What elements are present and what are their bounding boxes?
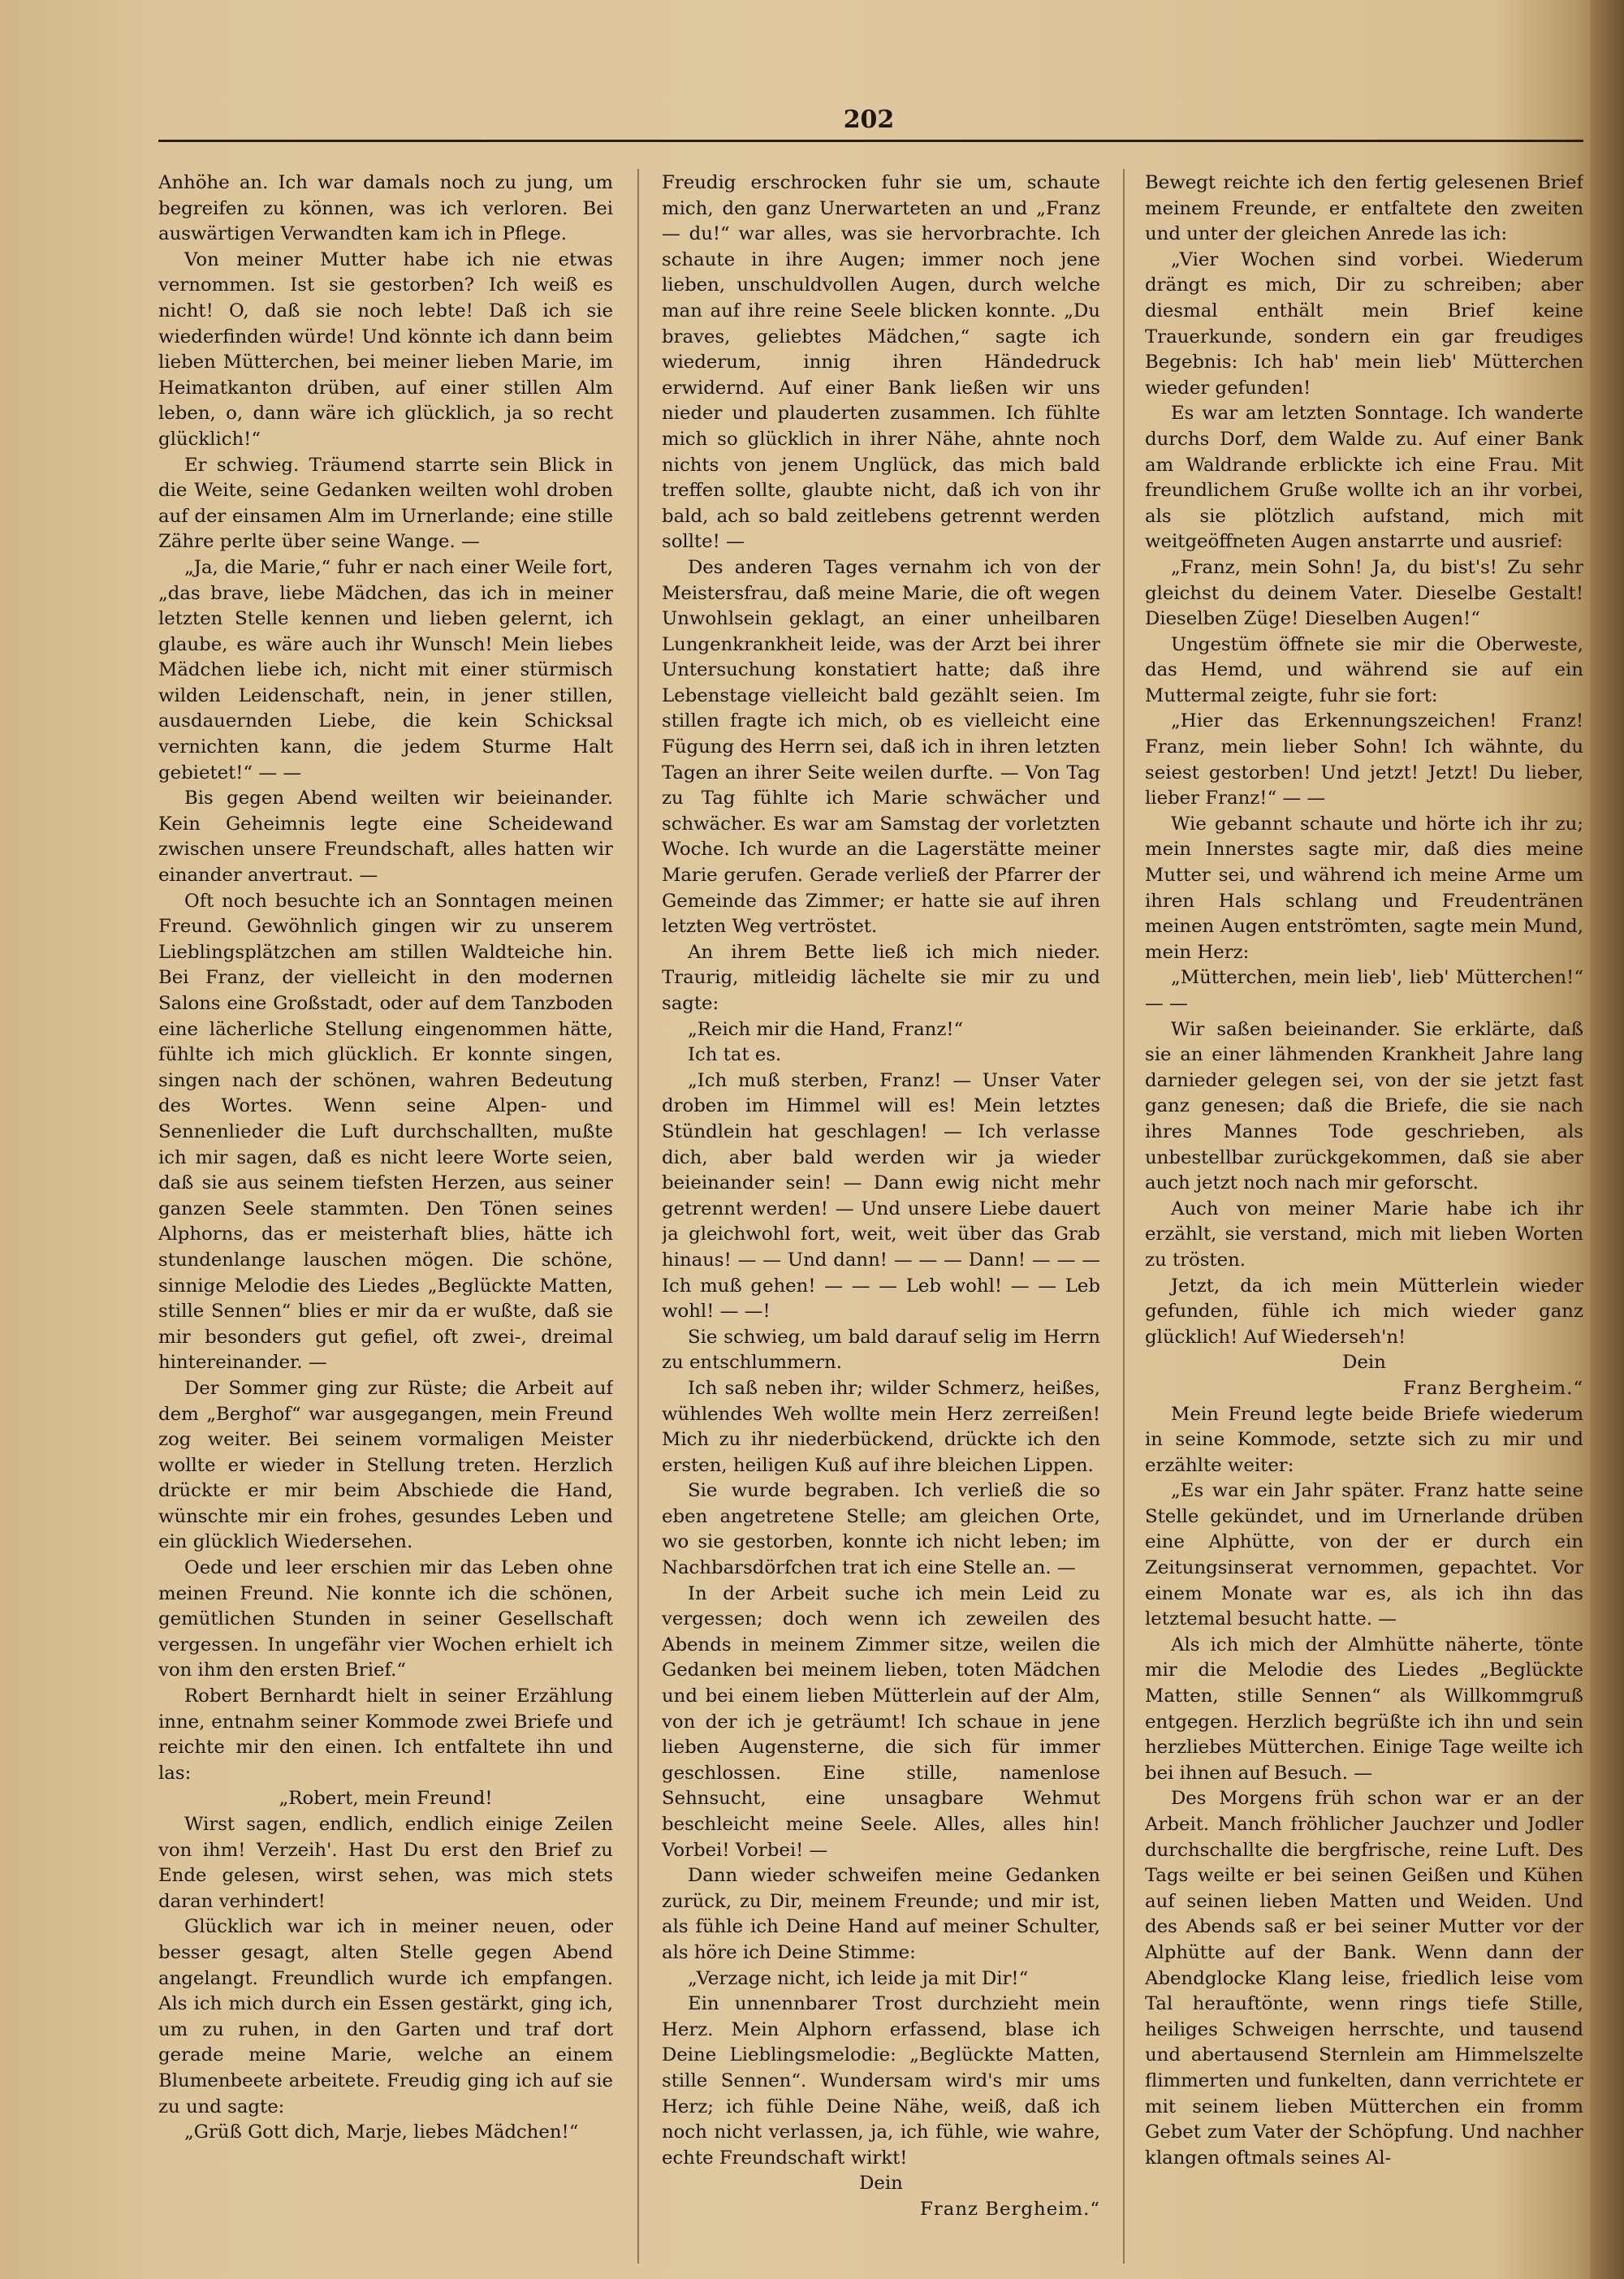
- header-rule: [158, 140, 1583, 142]
- paragraph: Des Morgens früh schon war er an der Arbeit. Manch fröhlicher Jauchzer und Jodler durchschallte die bergfrische, reine Luft. Des Tags weilte er bei seinen Geißen und Kühen auf seinen lieben Matten und Weiden. Und des Abends saß er bei seiner Mutter vor der Alphütte auf der Bank. Wenn dann der Abendglocke Klang leise, friedlich leise vom Tal herauftönte, wenn rings tiefe Stille, heiliges Schweigen herrschte, und tausend und abertausend Sternlein am Himmelszelte flimmerten und funkelten, dann verrichtete er mit seinem lieben Mütterchen ein fromm Gebet zum Vater der Schöpfung. Und nachher klangen oftmals seines Al-: [1145, 1788, 1583, 2169]
- paragraph: Glücklich war ich in meiner neuen, oder besser gesagt, alten Stelle gegen Abend angelangt. Freundlich wurde ich empfangen. Als ich mich durch ein Essen gestärkt, ging ich, um zu ruhen, in den Garten und traf dort gerade meine Marie, welche an einem Blumenbeete arbeitete. Freudig ging ich auf sie zu und sagte:: [158, 1916, 613, 2117]
- paragraph: Ungestüm öffnete sie mir die Oberweste, das Hemd, und während sie auf ein Muttermal zeigte, fuhr sie fort:: [1145, 633, 1583, 706]
- page-edge-shadow: [1590, 0, 1624, 2279]
- text-column-middle: [662, 170, 1100, 2249]
- paragraph: Oede und leer erschien mir das Leben ohne meinen Freund. Nie konnte ich die schönen, gemütlichen Stunden in seiner Gesellschaft vergessen. In ungefähr vier Wochen erhielt ich von ihm den ersten Brief.“: [158, 1557, 613, 1681]
- paragraph: In der Arbeit suche ich mein Leid zu vergessen; doch wenn ich zeweilen des Abends in meinem Zimmer sitze, weilen die Gedanken bei meinem lieben, toten Mädchen und bei einem lieben Mütterlein auf der Alm, von der ich je geträumt! Ich schaue in jene lieben Augensterne, die sich für immer geschlossen. Eine stille, namenlose Sehnsucht, eine unsagbare Wehmut beschleicht meine Seele. Alles, alles hin! Vorbei! Vorbei! —: [662, 1582, 1100, 1861]
- paragraph: „Mütterchen, mein lieb', lieb' Mütterchen!“ — —: [1145, 967, 1583, 1014]
- paragraph: Als ich mich der Almhütte näherte, tönte mir die Melodie des Liedes „Beglückte Matten, stille Sennen“ als Willkommgruß entgegen. Herzlich begrüßte ich ihn und sein herzliebes Mütterchen. Einige Tage weilte ich bei ihnen auf Besuch. —: [1145, 1634, 1583, 1784]
- text-column-left: [158, 170, 613, 2249]
- paragraph: Wie gebannt schaute und hörte ich ihr zu; mein Innerstes sagte mir, daß dies meine Mutter sei, und während ich meine Arme um ihren Hals schlang und Freudentränen meinen Augen entströmten, sagte mein Mund, mein Herz:: [1145, 813, 1583, 963]
- paragraph: Er schwieg. Träumend starrte sein Blick in die Weite, seine Gedanken weilten wohl droben auf der einsamen Alm im Urnerlande; eine stille Zähre perlte über seine Wange. —: [158, 454, 613, 553]
- paragraph: „Reich mir die Hand, Franz!“: [688, 1018, 964, 1040]
- page-number: 202: [843, 106, 895, 134]
- paragraph: Der Sommer ging zur Rüste; die Arbeit auf dem „Berghof“ war ausgegangen, mein Freund zog weiter. Bei seinem vormaligen Meister wollte er wieder in Stellung treten. Herzlich drückte er mir beim Abschiede die Hand, wünschte mir ein frohes, gesundes Leben und ein glücklich Wiedersehen.: [158, 1377, 613, 1553]
- paragraph: Robert Bernhardt hielt in seiner Erzählung inne, entnahm seiner Kommode zwei Briefe und reichte mir den einen. Ich entfaltete ihn und las:: [158, 1686, 613, 1784]
- paragraph: Dein: [859, 2173, 903, 2195]
- paragraph: Auch von meiner Marie habe ich ihr erzählt, sie verstand, mich mit lieben Worten zu trösten.: [1145, 1198, 1583, 1271]
- paragraph: „Robert, mein Freund!: [279, 1788, 493, 1810]
- paragraph: Des anderen Tages vernahm ich von der Meistersfrau, daß meine Marie, die oft wegen Unwohlsein geklagt, an einer unheilbaren Lungenkrankheit leide, was der Arzt bei ihrer Untersuchung konstatiert hatte; daß ihre Lebenstage vielleicht bald gezählt seien. Im stillen fragte ich mich, ob es vielleicht eine Fügung des Herrn sei, daß ich in ihren letzten Tagen an ihrer Seite weilen durfte. — Von Tag zu Tag fühlte ich Marie schwächer und schwächer. Es war am Samstag der vorletzten Woche. Ich wurde an die Lagerstätte meiner Marie gerufen. Gerade verließ der Pfarrer der Gemeinde das Zimmer; er hatte sie auf ihren letzten Weg vertröstet.: [662, 556, 1100, 938]
- paragraph: Wirst sagen, endlich, endlich einige Zeilen von ihm! Verzeih'. Hast Du erst den Brief zu Ende gelesen, wirst sehen, was mich stets daran verhindert!: [158, 1814, 613, 1912]
- paragraph: Franz Bergheim.“: [1403, 1377, 1583, 1399]
- paragraph: Ich saß neben ihr; wilder Schmerz, heißes, wühlendes Weh wollte mein Herz zerreißen! Mich zu ihr niederbückend, drückte ich den ersten, heiligen Kuß auf ihre bleichen Lippen.: [662, 1377, 1100, 1476]
- paragraph: „Hier das Erkennungszeichen! Franz! Franz, mein lieber Sohn! Ich wähnte, du seiest gestorben! Und jetzt! Jetzt! Du lieber, lieber Franz!“ — —: [1145, 710, 1583, 809]
- paragraph: Sie wurde begraben. Ich verließ die so eben angetretene Stelle; am gleichen Orte, wo sie gestorben, konnte ich nicht leben; im Nachbarsdörfchen trat ich eine Stelle an. —: [662, 1480, 1100, 1579]
- paragraph: „Ich muß sterben, Franz! — Unser Vater droben im Himmel will es! Mein letztes Stündlein hat geschlagen! — Ich verlasse dich, aber bald werden wir ja wieder beieinander sein! — Dann ewig nicht mehr getrennt werden! — Und unsere Liebe dauert ja gleichwohl fort, weit, weit über das Grab hinaus! — — Und dann! — — — Dann! — — — Ich muß gehen! — — — Leb wohl! — — Leb wohl! — —!: [662, 1069, 1100, 1323]
- paragraph: „Ja, die Marie,“ fuhr er nach einer Weile fort, „das brave, liebe Mädchen, das ich in meiner letzten Stelle kennen und lieben gelernt, ich glaube, es wäre auch ihr Wunsch! Mein liebes Mädchen liebe ich, nicht mit einer stürmisch wilden Leidenschaft, nein, in jener stillen, ausdauernden Liebe, die kein Schicksal vernichten kann, die jedem Sturme Halt gebietet!“ — —: [158, 556, 613, 783]
- paragraph: „Verzage nicht, ich leide ja mit Dir!“: [688, 1967, 1029, 1989]
- paragraph: Sie schwieg, um bald darauf selig im Herrn zu entschlummern.: [662, 1326, 1100, 1374]
- paragraph: „Es war ein Jahr später. Franz hatte seine Stelle gekündet, und im Urnerlande drüben eine Alphütte, von der er durch ein Zeitungsinserat vernommen, gepachtet. Vor einem Monate war es, als ich ihn das letztemal besucht hatte. —: [1145, 1480, 1583, 1630]
- paragraph: Anhöhe an. Ich war damals noch zu jung, um begreifen zu können, was ich verloren. Bei auswärtigen Verwandten kam ich in Pflege.: [158, 172, 613, 245]
- paragraph: Ich tat es.: [688, 1044, 782, 1066]
- paragraph: Mein Freund legte beide Briefe wiederum in seine Kommode, setzte sich zu mir und erzählte weiter:: [1145, 1403, 1583, 1476]
- paragraph: „Grüß Gott dich, Marje, liebes Mädchen!“: [184, 2121, 579, 2143]
- paragraph: „Vier Wochen sind vorbei. Wiederum drängt es mich, Dir zu schreiben; aber diesmal enthält mein Brief keine Trauerkunde, sondern ein gar freudiges Begebnis: Ich hab' mein lieb' Mütterchen wieder gefunden!: [1145, 248, 1583, 399]
- paragraph: Oft noch besuchte ich an Sonntagen meinen Freund. Gewöhnlich gingen wir zu unserem Lieblingsplätzchen am stillen Waldteiche hin. Bei Franz, der vielleicht in den modernen Salons eine Großstadt, oder auf dem Tanzboden eine lächerliche Stellung eingenommen hätte, fühlte ich mich glücklich. Er konnte singen, singen nach der schönen, wahren Bedeutung des Wortes. Wenn seine Alpen- und Sennenlieder die Luft durchschallten, mußte ich mir sagen, daß es nicht leere Worte seien, daß sie aus seinem tiefsten Herzen, aus seiner ganzen Seele stammten. Den Tönen seines Alphorns, das er meisterhaft blies, hätte ich stundenlange lauschen mögen. Die schöne, sinnige Melodie des Liedes „Beglückte Matten, stille Sennen“ blies er mir da er wußte, daß sie mir besonders gut gefiel, oft zwei-, dreimal hintereinander. —: [158, 890, 613, 1374]
- paragraph: Dein: [1342, 1352, 1386, 1374]
- paragraph: „Franz, mein Sohn! Ja, du bist's! Zu sehr gleichst du deinem Vater. Dieselbe Gestalt! Dieselben Züge! Dieselben Augen!“: [1145, 556, 1583, 630]
- paragraph: Wir saßen beieinander. Sie erklärte, daß sie an einer lähmenden Krankheit Jahre lang darnieder gelegen sei, von der sie jetzt fast ganz genesen; daß die Briefe, die sie nach ihres Mannes Tode geschrieben, als unbestellbar zurückgekommen, daß sie aber auch jetzt noch nach mir geforscht.: [1145, 1018, 1583, 1194]
- column-divider: [1123, 169, 1125, 2264]
- paragraph: Es war am letzten Sonntage. Ich wanderte durchs Dorf, dem Walde zu. Auf einer Bank am Waldrande erblickte ich eine Frau. Mit freundlichem Gruße wollte ich an ihr vorbei, als sie plötzlich aufstand, mich mit weitgeöffneten Augen anstarrte und ausrief:: [1145, 403, 1583, 553]
- paragraph: Von meiner Mutter habe ich nie etwas vernommen. Ist sie gestorben? Ich weiß es nicht! O, daß sie noch lebte! Daß ich sie wiederfinden würde! Und könnte ich dann beim lieben Mütterchen, bei meiner lieben Marie, im Heimatkanton drüben, auf einer stillen Alm leben, o, dann wäre ich glücklich, ja so recht glücklich!“: [158, 248, 613, 450]
- paragraph: Freudig erschrocken fuhr sie um, schaute mich, den ganz Unerwarteten an und „Franz — du!“ war alles, was sie hervorbrachte. Ich schaute in ihre Augen; immer noch jene lieben, unschuldvollen Augen, durch welche man auf ihre reine Seele blicken konnte. „Du braves, geliebtes Mädchen,“ sagte ich wiederum, innig ihren Händedruck erwidernd. Auf einer Bank ließen wir uns nieder und plauderten zusammen. Ich fühlte mich so glücklich in ihrer Nähe, ahnte noch nichts von jenem Unglück, das mich bald treffen sollte, glaubte nicht, daß ich von ihr bald, ach so bald zeitlebens getrennt werden sollte! —: [662, 172, 1100, 553]
- paragraph: Jetzt, da ich mein Mütterlein wieder gefunden, fühle ich mich wieder ganz glücklich! Auf Wiederseh'n!: [1145, 1275, 1583, 1348]
- paragraph: Bewegt reichte ich den fertig gelesenen Brief meinem Freunde, er entfaltete den zweiten und unter der gleichen Anrede las ich:: [1145, 172, 1583, 245]
- paragraph: Dann wieder schweifen meine Gedanken zurück, zu Dir, meinem Freunde; und mir ist, als fühle ich Deine Hand auf meiner Schulter, als höre ich Deine Stimme:: [662, 1865, 1100, 1963]
- paragraph: Bis gegen Abend weilten wir beieinander. Kein Geheimnis legte eine Scheidewand zwischen unsere Freundschaft, alles hatten wir einander anvertraut. —: [158, 788, 613, 887]
- paragraph: An ihrem Bette ließ ich mich nieder. Traurig, mitleidig lächelte sie mir zu und sagte:: [662, 941, 1100, 1014]
- paragraph: Franz Bergheim.“: [920, 2198, 1100, 2220]
- paragraph: Ein unnennbarer Trost durchzieht mein Herz. Mein Alphorn erfassend, blase ich Deine Lieblingsmelodie: „Beglückte Matten, stille Sennen“. Wundersam wird's mir ums Herz; ich fühle Deine Nähe, weiß, daß ich noch nicht verlassen, ja, ich fühle, wie wahre, echte Freundschaft wirkt!: [662, 1993, 1100, 2169]
- text-column-right: [1145, 170, 1583, 2249]
- column-divider: [637, 169, 639, 2264]
